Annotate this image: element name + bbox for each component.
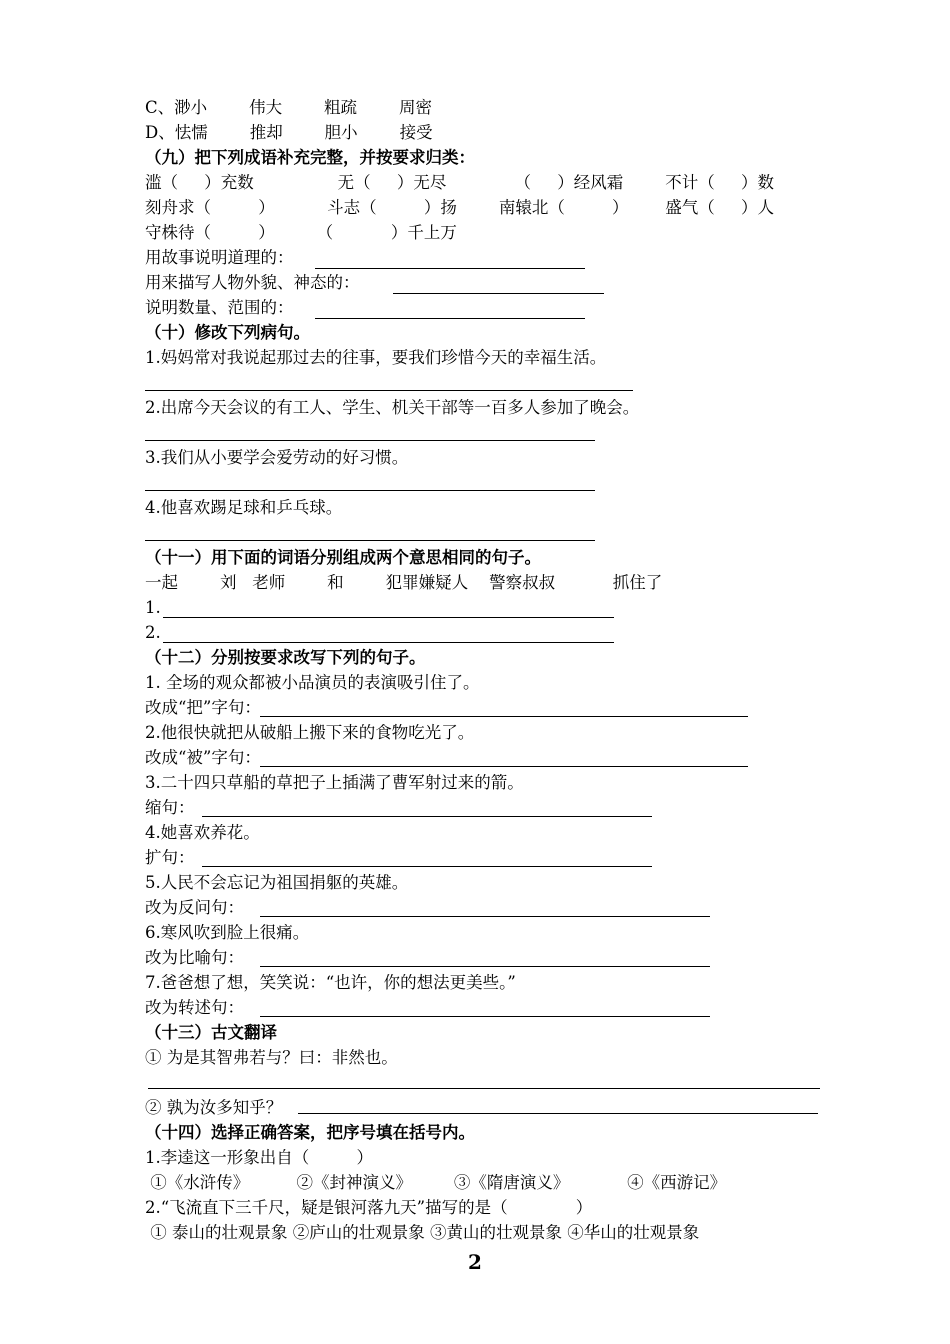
section-14-heading: （十四）选择正确答案，把序号填在括号内。 [145, 1123, 475, 1142]
section-9-heading: （九）把下列成语补充完整，并按要求归类： [145, 148, 475, 167]
rewrite-answer-line-7[interactable] [260, 1016, 710, 1017]
rewrite-answer-line-3[interactable] [202, 816, 652, 817]
category-answer-line-3[interactable] [315, 318, 585, 319]
rewrite-prompt-3: 缩句： [145, 798, 195, 817]
rewrite-sentence-7: 7.爸爸想了想，笑笑说：“也许，你的想法更美些。” [145, 973, 516, 992]
rewrite-prompt-4: 扩句： [145, 848, 195, 867]
section-12-heading: （十二）分别按要求改写下列的句子。 [145, 648, 426, 667]
rewrite-answer-line-6[interactable] [260, 966, 710, 967]
sentence-answer-line-1[interactable] [163, 617, 614, 618]
translation-line-2[interactable] [298, 1113, 818, 1114]
sentence-answer-line-2[interactable] [163, 642, 614, 643]
faulty-sentence-3: 3.我们从小要学会爱劳动的好习惯。 [145, 448, 409, 467]
rewrite-answer-line-1[interactable] [260, 716, 748, 717]
idiom-row-3: 守株待（ ） （ ）千上万 [145, 223, 457, 242]
classical-sentence-1: ① 为是其智弗若与？曰：非然也。 [145, 1048, 398, 1067]
sentence-number-1: 1. [145, 598, 161, 617]
rewrite-sentence-5: 5.人民不会忘记为祖国捐躯的英雄。 [145, 873, 409, 892]
page-number: 2 [468, 1250, 482, 1274]
idiom-row-1: 滥（ ）充数 无（ ）无尽 （ ）经风霜 不计（ ）数 [145, 173, 774, 192]
rewrite-sentence-1: 1. 全场的观众都被小品演员的表演吸引住了。 [145, 673, 480, 692]
rewrite-prompt-6: 改为比喻句： [145, 948, 244, 967]
option-d-line: D、怯懦 推却 胆小 接受 [145, 123, 433, 142]
category-label-3: 说明数量、范围的： [145, 298, 294, 317]
choice-question-2: 2.“飞流直下三千尺，疑是银河落九天”描写的是（ ） [145, 1198, 593, 1217]
correction-line-2[interactable] [145, 440, 595, 441]
rewrite-answer-line-4[interactable] [202, 866, 652, 867]
rewrite-sentence-2: 2.他很快就把从破船上搬下来的食物吃光了。 [145, 723, 475, 742]
word-list: 一起 刘 老师 和 犯罪嫌疑人 警察叔叔 抓住了 [145, 573, 663, 592]
category-label-2: 用来描写人物外貌、神态的： [145, 273, 360, 292]
rewrite-answer-line-5[interactable] [260, 916, 710, 917]
category-answer-line-2[interactable] [393, 293, 604, 294]
rewrite-prompt-1: 改成“把”字句： [145, 698, 261, 717]
classical-sentence-2: ② 孰为汝多知乎？ [145, 1098, 283, 1117]
rewrite-sentence-3: 3.二十四只草船的草把子上插满了曹军射过来的箭。 [145, 773, 524, 792]
faulty-sentence-2: 2.出席今天会议的有工人、学生、机关干部等一百多人参加了晚会。 [145, 398, 640, 417]
choice-question-1: 1.李逵这一形象出自（ ） [145, 1148, 373, 1167]
correction-line-1[interactable] [145, 390, 633, 391]
idiom-row-2: 刻舟求（ ） 斗志（ ）扬 南辕北（ ） 盛气（ ）人 [145, 198, 774, 217]
translation-line-1[interactable] [148, 1088, 820, 1089]
option-c-line: C、渺小 伟大 粗疏 周密 [145, 98, 433, 117]
rewrite-prompt-5: 改为反问句： [145, 898, 244, 917]
section-13-heading: （十三）古文翻译 [145, 1023, 277, 1042]
rewrite-prompt-7: 改为转述句： [145, 998, 244, 1017]
choice-options-2: ① 泰山的壮观景象 ②庐山的壮观景象 ③黄山的壮观景象 ④华山的壮观景象 [145, 1223, 700, 1242]
correction-line-4[interactable] [145, 540, 595, 541]
section-10-heading: （十）修改下列病句。 [145, 323, 310, 342]
rewrite-answer-line-2[interactable] [260, 766, 748, 767]
correction-line-3[interactable] [145, 490, 595, 491]
sentence-number-2: 2. [145, 623, 161, 642]
section-11-heading: （十一）用下面的词语分别组成两个意思相同的句子。 [145, 548, 541, 567]
faulty-sentence-4: 4.他喜欢踢足球和乒乓球。 [145, 498, 343, 517]
rewrite-prompt-2: 改成“被”字句： [145, 748, 261, 767]
rewrite-sentence-4: 4.她喜欢养花。 [145, 823, 260, 842]
category-label-1: 用故事说明道理的： [145, 248, 294, 267]
choice-options-1: ①《水浒传》 ②《封神演义》 ③《隋唐演义》 ④《西游记》 [145, 1173, 727, 1192]
faulty-sentence-1: 1.妈妈常对我说起那过去的往事，要我们珍惜今天的幸福生活。 [145, 348, 607, 367]
rewrite-sentence-6: 6.寒风吹到脸上很痛。 [145, 923, 310, 942]
category-answer-line-1[interactable] [315, 268, 585, 269]
